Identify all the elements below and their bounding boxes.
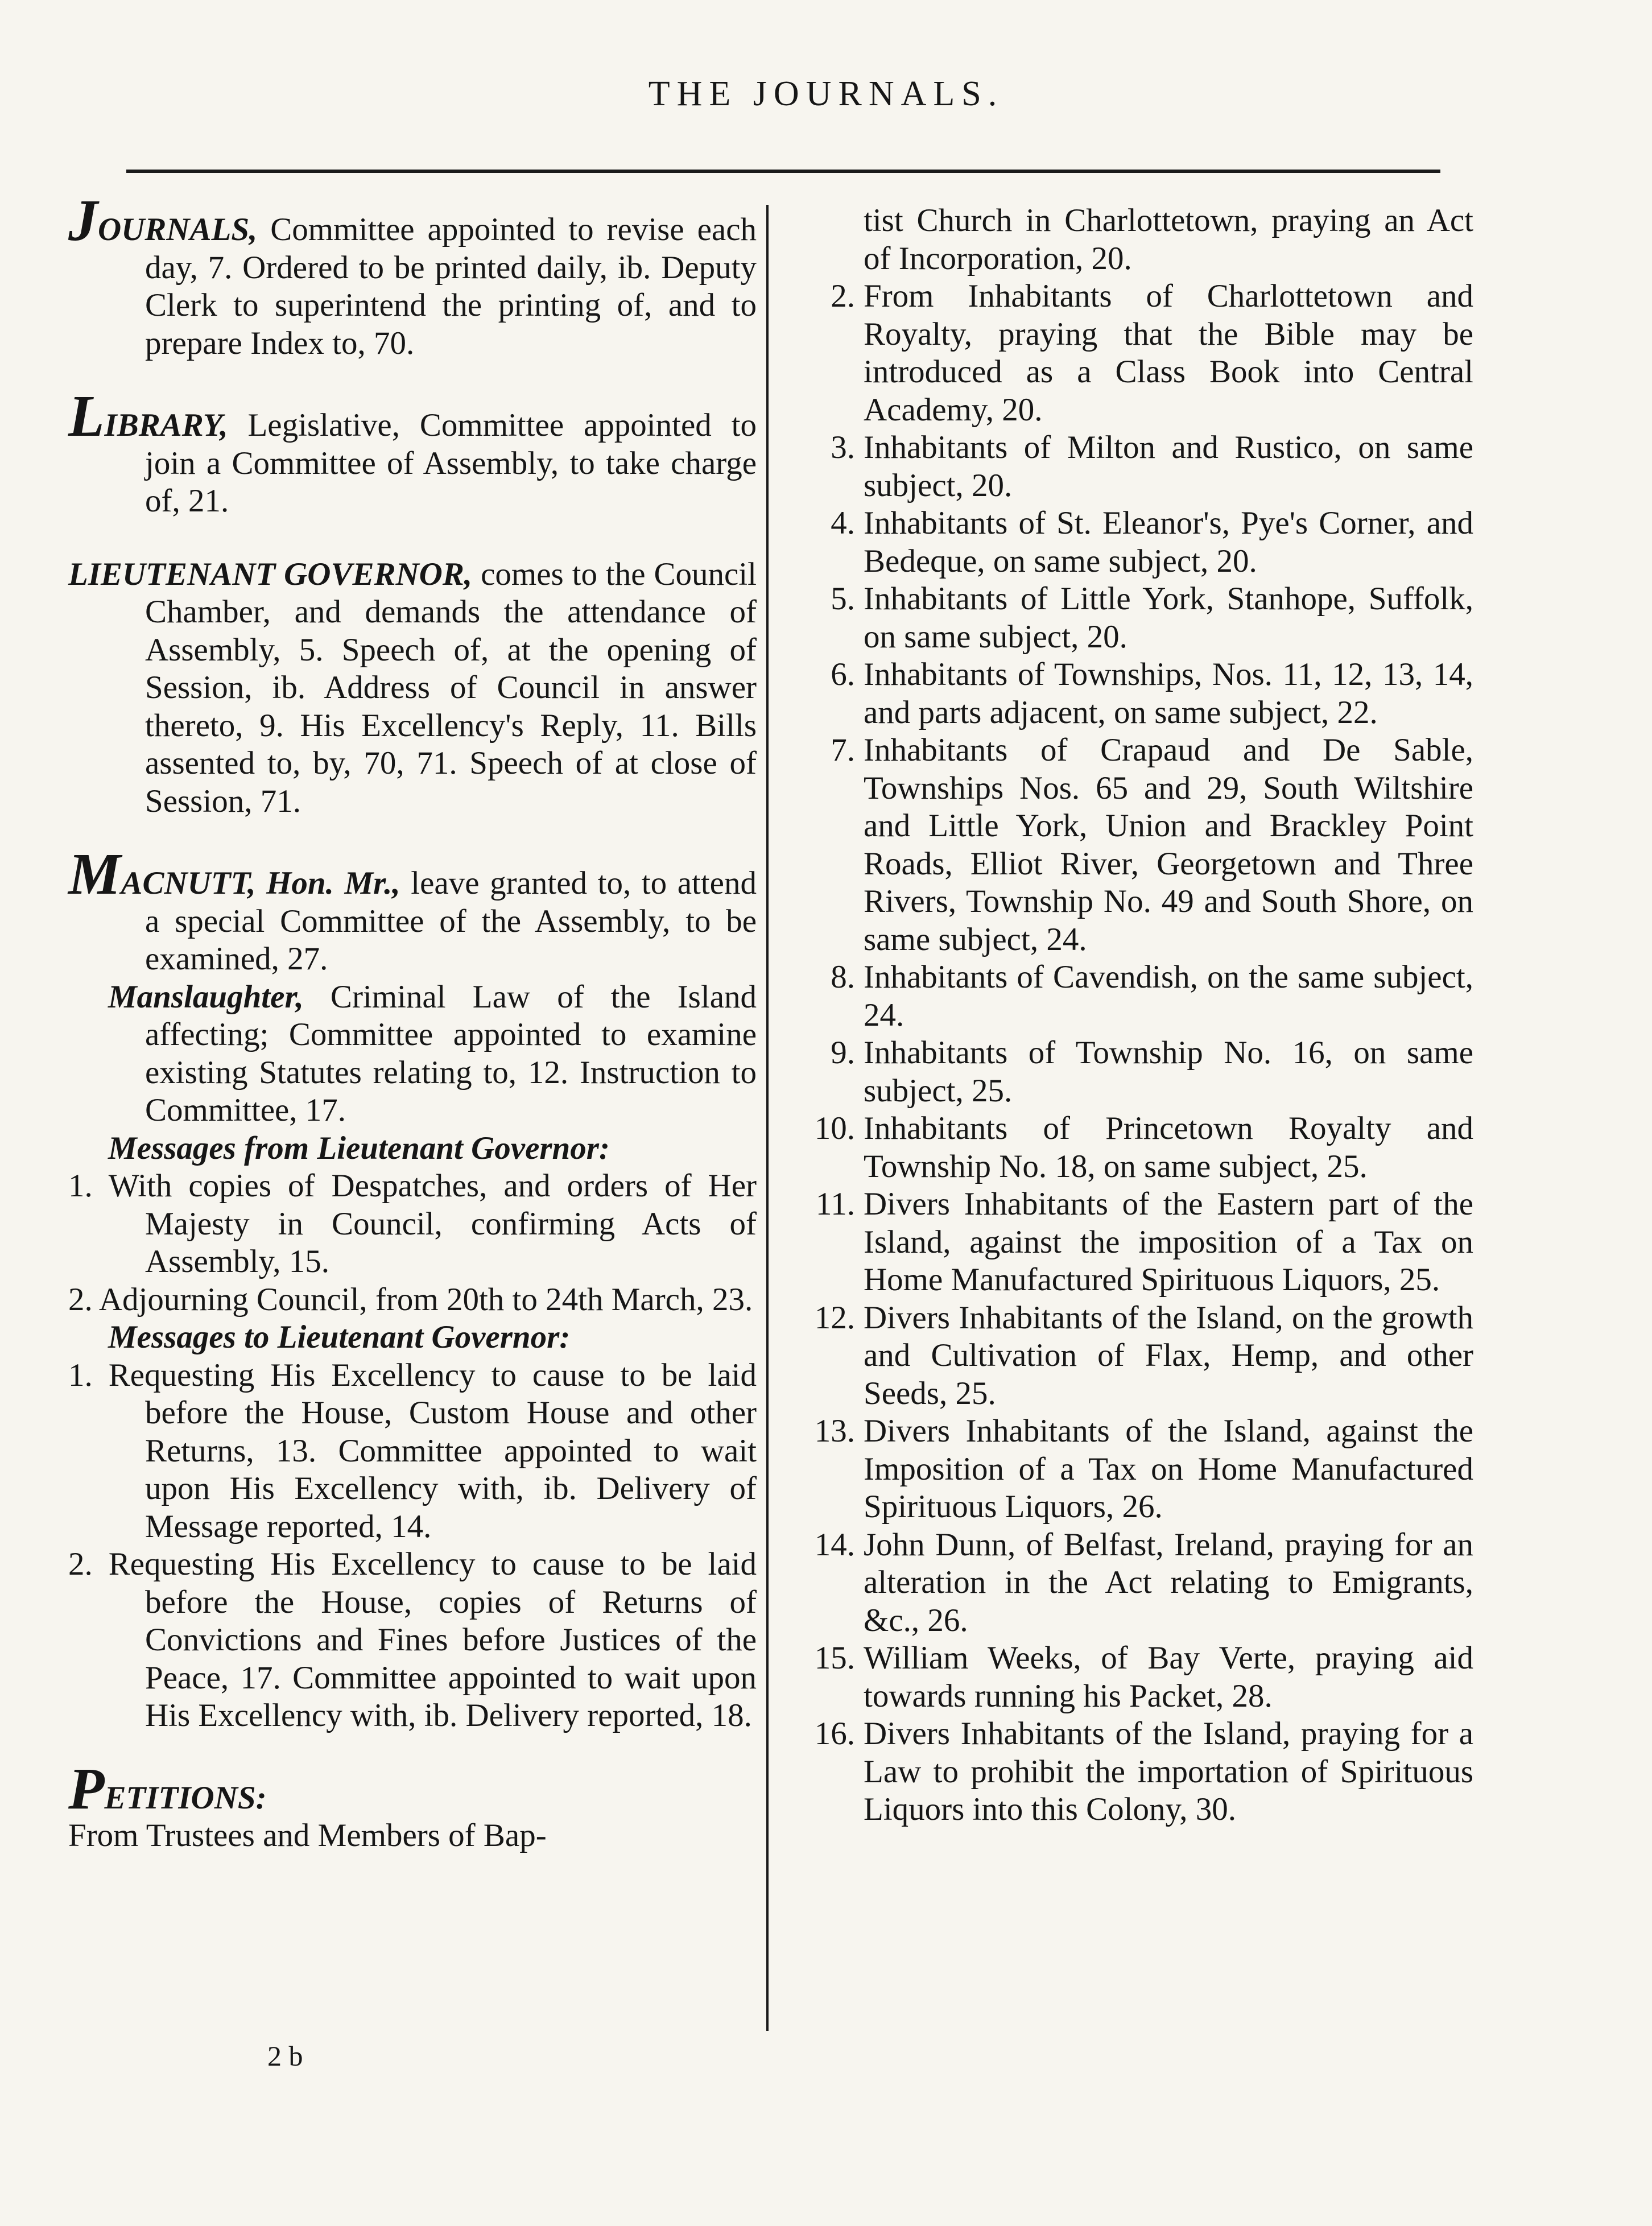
petition-item: [831, 429, 1473, 505]
petition-item: [831, 656, 1473, 732]
petition-number: 14.: [814, 1526, 855, 1563]
drop-initial: L: [68, 383, 105, 449]
petition-continuation: tist Church in Charlottetown, praying an Act of Incorporation, 20.: [864, 203, 1473, 276]
message-from-item: 2. Adjourning Council, from 20th to 24th March, 23.: [68, 1281, 753, 1318]
petition-item: [815, 1186, 1473, 1299]
entry-text: Legislative, Committee appointed to join a Committee of Assembly, to take charge of, 21.: [145, 407, 757, 519]
petition-text: John Dunn, of Belfast, Ireland, praying for an alteration in the Act relating to Emigrants, &c., 26.: [864, 1526, 1473, 1638]
petition-text: Divers Inhabitants of the Island, praying for a Law to prohibit the importation of Spirituous Liquors into this Colony, 30.: [864, 1716, 1473, 1827]
index-entry-petitions: [68, 1756, 757, 1822]
petition-list: [801, 278, 1473, 1829]
petition-item: [831, 1034, 1473, 1110]
petition-text: Inhabitants of Little York, Stanhope, Suffolk, on same subject, 20.: [864, 581, 1473, 655]
left-column: [68, 188, 757, 1855]
entry-text: comes to the Council Chamber, and demands the attendance of Assembly, 5. Speech of, at the opening of Session, ib. Address of Council in answer thereto, 9. His Excellency's Reply, 11. Bills assented to, by, 70, 71. Speech of at close of Session, 71.: [145, 556, 757, 819]
drop-initial: M: [68, 841, 121, 907]
petition-item: [814, 1110, 1473, 1186]
entry-text: Committee appointed to revise each day, 7. Ordered to be printed daily, ib. Deputy Clerk to superintend the printing of, and to prepare Index to, 70.: [145, 212, 757, 361]
petition-text: Inhabitants of Township No. 16, on same subject, 25.: [864, 1035, 1473, 1109]
petition-number: 15.: [814, 1640, 855, 1676]
petition-number: 6.: [831, 656, 855, 692]
petition-number: 16.: [814, 1716, 855, 1752]
petition-text: Inhabitants of Princetown Royalty and Township No. 18, on same subject, 25.: [864, 1110, 1473, 1184]
message-from-item: 1. With copies of Despatches, and orders of Her Majesty in Council, confirming Acts of Assembly, 15.: [68, 1168, 757, 1279]
petition-item: [831, 580, 1473, 656]
running-head: THE JOURNALS.: [648, 75, 1004, 113]
petition-text: Divers Inhabitants of the Island, against the Imposition of a Tax on Home Manufactured Spirituous Liquors, 26.: [864, 1413, 1473, 1525]
petition-text: From Inhabitants of Charlottetown and Royalty, praying that the Bible may be introduced as a Class Book into Central Academy, 20.: [864, 278, 1473, 428]
petition-item: [814, 1526, 1473, 1640]
petition-text: Inhabitants of Crapaud and De Sable, Townships Nos. 65 and 29, South Wiltshire and Little York, Union and Brackley Point Roads, Elliot River, Georgetown and Three Rivers, Township No. 49 and South Shore, on same subject, 24.: [864, 732, 1473, 957]
petition-item: [831, 959, 1473, 1034]
petition-number: 11.: [815, 1186, 855, 1222]
petition-text: Inhabitants of Milton and Rustico, on same subject, 20.: [864, 429, 1473, 503]
petition-number: 12.: [814, 1299, 855, 1336]
petition-number: 3.: [831, 429, 855, 465]
petition-number: 8.: [831, 959, 855, 995]
index-entry-lieutenant-governor: [68, 556, 757, 821]
petition-number: 5.: [831, 581, 855, 617]
petition-first-line: From Trustees and Members of Bap-: [68, 1818, 547, 1853]
header-rule: [126, 170, 1440, 173]
petition-item: [814, 1715, 1473, 1829]
petition-text: Inhabitants of Townships, Nos. 11, 12, 13, 14, and parts adjacent, on same subject, 22.: [864, 656, 1473, 730]
petition-item: [831, 278, 1473, 429]
subentry-manslaughter: [108, 978, 757, 1130]
petition-text: Divers Inhabitants of the Island, on the growth and Cultivation of Flax, Hemp, and other Seeds, 25.: [864, 1299, 1473, 1411]
column-divider: [766, 205, 769, 2031]
petition-text: Inhabitants of Cavendish, on the same subject, 24.: [864, 959, 1473, 1033]
drop-initial: P: [68, 1756, 105, 1822]
entry-heading: IBRARY,: [104, 407, 228, 443]
petition-number: 4.: [831, 505, 855, 541]
petition-item: [831, 505, 1473, 580]
petition-number: 2.: [831, 278, 855, 314]
petition-text: William Weeks, of Bay Verte, praying aid towards running his Packet, 28.: [864, 1640, 1473, 1714]
index-entry-macnutt: [68, 841, 757, 978]
signature-mark: 2 b: [267, 2040, 303, 2072]
index-entry-journals: [68, 188, 757, 362]
index-entry-library: [68, 383, 757, 521]
entry-heading: ACNUTT, Hon. Mr.,: [121, 865, 400, 901]
subentry-messages-to: [108, 1319, 757, 1357]
petition-text: Divers Inhabitants of the Eastern part of the Island, against the imposition of a Tax on Home Manufactured Spirituous Liquors, 25.: [864, 1186, 1473, 1298]
petition-text: Inhabitants of St. Eleanor's, Pye's Corner, and Bedeque, on same subject, 20.: [864, 505, 1473, 579]
petition-item: [814, 1299, 1473, 1413]
right-column: [801, 202, 1473, 1829]
message-to-item: 1. Requesting His Excellency to cause to be laid before the House, Custom House and other Returns, 13. Committee appointed to wait upon His Excellency with, ib. Delivery of Message reported, 14.: [68, 1357, 757, 1544]
petition-item: [814, 1639, 1473, 1715]
subentry-heading: Manslaughter,: [108, 978, 304, 1015]
entry-text: leave granted to, to attend a special Committee of the Assembly, to be examined, 27.: [145, 865, 757, 977]
subentry-messages-from: [108, 1130, 757, 1168]
entry-heading: OURNALS,: [98, 212, 258, 247]
petition-number: 7.: [831, 732, 855, 768]
entry-heading: LIEUTENANT GOVERNOR,: [68, 556, 473, 592]
petition-number: 9.: [831, 1035, 855, 1071]
petition-number: 10.: [814, 1110, 855, 1146]
petition-number: 13.: [814, 1413, 855, 1449]
subentry-heading: Messages from Lieutenant Governor:: [108, 1130, 610, 1166]
drop-initial: J: [68, 188, 98, 253]
message-to-item: 2. Requesting His Excellency to cause to be laid before the House, copies of Returns of Convictions and Fines before Justices of the Peace, 17. Committee appointed to wait upon His Excellency with, ib. Delivery reported, 18.: [68, 1546, 757, 1733]
entry-heading: ETITIONS:: [104, 1779, 267, 1816]
petition-item: [831, 732, 1473, 959]
petition-item: [814, 1413, 1473, 1526]
subentry-heading: Messages to Lieutenant Governor:: [108, 1319, 571, 1355]
subentry-text: Criminal Law of the Island affecting; Committee appointed to examine existing Statutes relating to, 12. Instruction to Committee, 17.: [145, 978, 757, 1128]
